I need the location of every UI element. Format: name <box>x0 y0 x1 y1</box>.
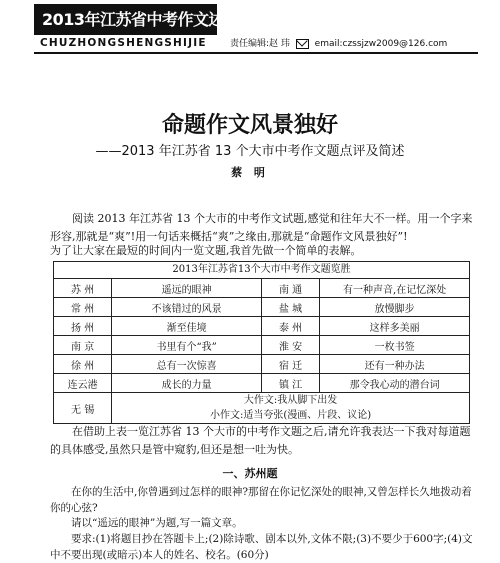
table-row <box>54 355 470 374</box>
topic-cell: 书里有个“我” <box>112 336 262 355</box>
editor-label: 责任编辑:赵 玮 <box>230 39 290 49</box>
city-cell: 镇 江 <box>261 374 319 393</box>
city-cell: 南 京 <box>54 336 112 355</box>
city-cell: 盐 城 <box>261 298 319 317</box>
city-cell: 淮 安 <box>261 336 319 355</box>
editor-email: email:czssjzw2009@126.com <box>314 39 448 49</box>
magazine-pinyin: CHUZHONGSHENGSHIJIE <box>40 37 207 49</box>
column-title: 2013年江苏省中考作文述评 <box>34 4 217 35</box>
table-row <box>54 317 470 336</box>
wuxi-topic-minor: 小作文:适当夸张(漫画、片段、议论) <box>210 410 372 421</box>
topic-cell: 总有一次惊喜 <box>112 355 262 374</box>
table-row <box>54 279 470 298</box>
intro-paragraph-1: 阅读 2013 年江苏省 13 个大市的中考作文试题,感觉和往年大不一样。用一个字来形容,那就是“爽”!用一句话来概括“爽”之缘由,那就是“命题作文风景独好”! <box>50 212 473 243</box>
article-title: 命题作文风景独好 <box>161 113 338 138</box>
after-table-paragraph: 在借助上表一览江苏省 13 个大市的中考作文题之后,请允许我表达一下我对每道题的具体感受,虽然只是管中窥豹,但还是想一吐为快。 <box>50 425 471 456</box>
table-row <box>54 298 470 317</box>
wuxi-topic-main: 大作文:我从脚下出发 <box>243 395 338 406</box>
section-heading: 一、苏州题 <box>222 467 278 480</box>
city-cell: 宿 迁 <box>261 355 319 374</box>
header-divider <box>34 52 478 54</box>
table-row <box>54 336 470 355</box>
section-prompt: 在你的生活中,你曾遇到过怎样的眼神?那留在你记忆深处的眼神,又曾怎样长久地拨动着你的心弦? <box>50 486 472 514</box>
intro-paragraph-2: 为了让大家在最短的时间内一览文题,我首先做一个简单的表解。 <box>50 244 362 257</box>
section-requirements: 要求:(1)将题目抄在答题卡上;(2)除诗歌、剧本以外,文体不限;(3)不要少于600字;(4)文中不要出现(或暗示)本人的姓名、校名。(60分) <box>50 533 473 561</box>
city-cell: 扬 州 <box>54 317 112 336</box>
city-cell: 泰 州 <box>261 317 319 336</box>
editor-info <box>230 36 447 49</box>
article-subtitle: ——2013 年江苏省 13 个大市中考作文题点评及简述 <box>95 144 405 159</box>
city-cell: 苏 州 <box>54 279 112 298</box>
city-cell: 无 锡 <box>54 393 112 424</box>
city-cell: 南 通 <box>261 279 319 298</box>
city-cell: 常 州 <box>54 298 112 317</box>
topic-cell: 不该错过的风景 <box>112 298 262 317</box>
table-row <box>54 374 470 393</box>
topics-table <box>53 261 470 424</box>
topic-cell: 有一种声音,在记忆深处 <box>320 279 470 298</box>
topic-cell: 遥远的眼神 <box>112 279 262 298</box>
topic-cell: 这样多美丽 <box>320 317 470 336</box>
topic-cell: 还有一种办法 <box>320 355 470 374</box>
city-cell: 徐 州 <box>54 355 112 374</box>
topic-cell: 渐至佳境 <box>112 317 262 336</box>
article-author: 蔡 明 <box>231 166 269 179</box>
topic-cell: 成长的力量 <box>112 374 262 393</box>
topic-cell: 放慢脚步 <box>320 298 470 317</box>
city-cell: 连云港 <box>54 374 112 393</box>
section-instruction: 请以“遥远的眼神”为题,写一篇文章。 <box>71 517 243 529</box>
table-row-wuxi <box>54 393 470 424</box>
mail-icon <box>296 39 309 49</box>
table-caption: 2013年江苏省13个大市中考作文题览胜 <box>53 261 470 278</box>
topic-cell: 那令我心动的潜台词 <box>320 374 470 393</box>
wuxi-topics-cell <box>112 393 470 424</box>
topic-cell: 一枚书签 <box>320 336 470 355</box>
